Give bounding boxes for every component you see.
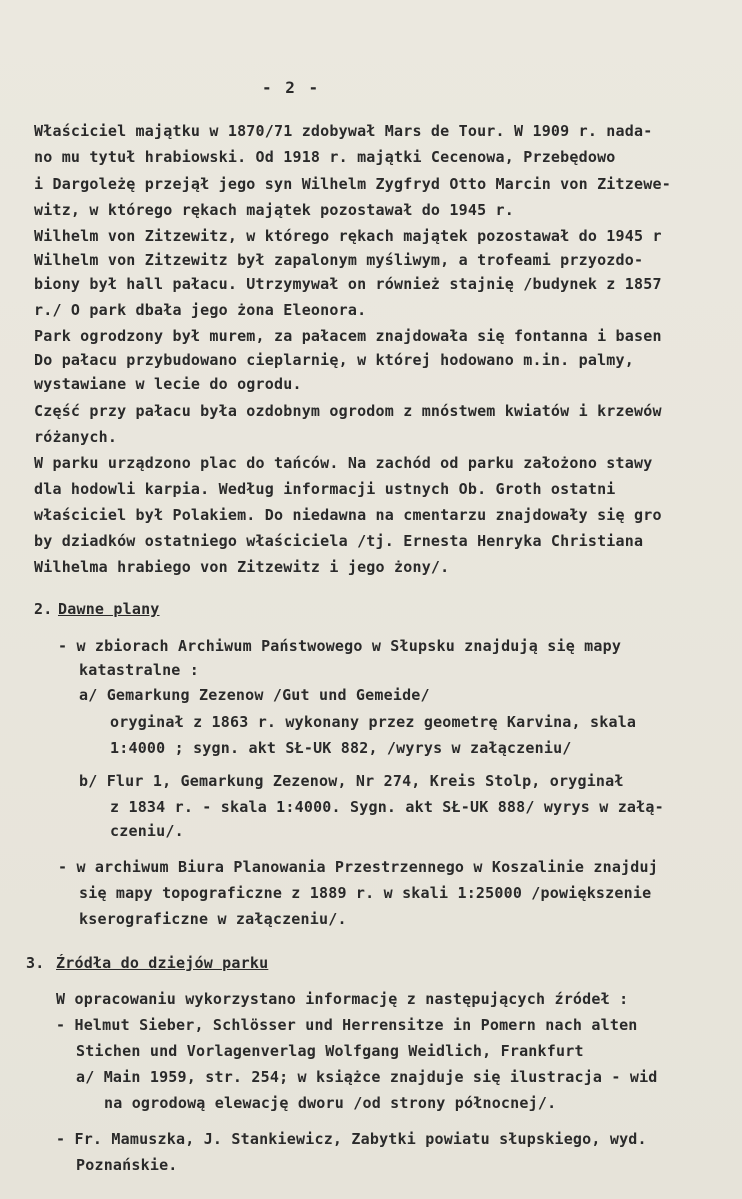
text-line: Wilhelm von Zitzewitz, w którego rękach majątek pozostawał do 1945 r	[34, 227, 662, 245]
text-line: oryginał z 1863 r. wykonany przez geometrę Karvina, skala	[110, 713, 637, 731]
section-number: 2.	[34, 600, 53, 618]
text-line: Stichen und Vorlagenverlag Wolfgang Weidlich, Frankfurt	[76, 1042, 584, 1060]
text-line: a/ Gemarkung Zezenow /Gut und Gemeide/	[79, 686, 430, 704]
text-line: Wilhelma hrabiego von Zitzewitz i jego żony/.	[34, 558, 450, 576]
text-line: właściciel był Polakiem. Do niedawna na cmentarzu znajdowały się gro	[34, 506, 662, 524]
text-line: r./ O park dbała jego żona Eleonora.	[34, 301, 367, 319]
text-line: Park ogrodzony był murem, za pałacem znajdowała się fontanna i basen	[34, 327, 662, 345]
section-heading: Dawne plany	[58, 600, 160, 618]
text-line: a/ Main 1959, str. 254; w książce znajduje się ilustracja - wid	[76, 1068, 658, 1086]
section-number: 3.	[26, 954, 45, 972]
text-line: Część przy pałacu była ozdobnym ogrodom z mnóstwem kwiatów i krzewów	[34, 402, 662, 420]
text-line: katastralne :	[79, 661, 199, 679]
text-line: witz, w którego rękach majątek pozostawał do 1945 r.	[34, 201, 514, 219]
text-line: - Fr. Mamuszka, J. Stankiewicz, Zabytki powiatu słupskiego, wyd.	[56, 1130, 647, 1148]
text-line: 1:4000 ; sygn. akt SŁ-UK 882, /wyrys w załączeniu/	[110, 739, 572, 757]
text-line: no mu tytuł hrabiowski. Od 1918 r. majątki Cecenowa, Przebędowo	[34, 148, 616, 166]
text-line: Właściciel majątku w 1870/71 zdobywał Mars de Tour. W 1909 r. nada-	[34, 122, 653, 140]
text-line: i Dargoleżę przejął jego syn Wilhelm Zygfryd Otto Marcin von Zitzewe-	[34, 175, 671, 193]
text-line: by dziadków ostatniego właściciela /tj. Ernesta Henryka Christiana	[34, 532, 644, 550]
text-line: wystawiane w lecie do ogrodu.	[34, 375, 302, 393]
text-line: różanych.	[34, 428, 118, 446]
text-line: biony był hall pałacu. Utrzymywał on również stajnię /budynek z 1857	[34, 275, 662, 293]
text-line: b/ Flur 1, Gemarkung Zezenow, Nr 274, Kreis Stolp, oryginał	[79, 772, 624, 790]
text-line: Wilhelm von Zitzewitz był zapalonym myśliwym, a trofeami przyozdo-	[34, 251, 644, 269]
text-line: - w zbiorach Archiwum Państwowego w Słupsku znajdują się mapy	[58, 637, 622, 655]
text-line: kserograficzne w załączeniu/.	[79, 910, 347, 928]
text-line: - Helmut Sieber, Schlösser und Herrensitze in Pomern nach alten	[56, 1016, 638, 1034]
text-line: czeniu/.	[110, 822, 184, 840]
section-heading: Źródła do dziejów parku	[56, 954, 269, 972]
text-line: się mapy topograficzne z 1889 r. w skali 1:25000 /powiększenie	[79, 884, 652, 902]
text-line: na ogrodową elewację dworu /od strony północnej/.	[104, 1094, 557, 1112]
page-number: - 2 -	[262, 78, 321, 97]
text-line: z 1834 r. - skala 1:4000. Sygn. akt SŁ-UK 888/ wyrys w załą-	[110, 798, 664, 816]
text-line: W parku urządzono plac do tańców. Na zachód od parku założono stawy	[34, 454, 653, 472]
text-line: Poznańskie.	[76, 1156, 178, 1174]
text-line: dla hodowli karpia. Według informacji ustnych Ob. Groth ostatni	[34, 480, 616, 498]
text-line: Do pałacu przybudowano cieplarnię, w której hodowano m.in. palmy,	[34, 351, 634, 369]
text-line: W opracowaniu wykorzystano informację z następujących źródeł :	[56, 990, 629, 1008]
text-line: - w archiwum Biura Planowania Przestrzennego w Koszalinie znajduj	[58, 858, 658, 876]
